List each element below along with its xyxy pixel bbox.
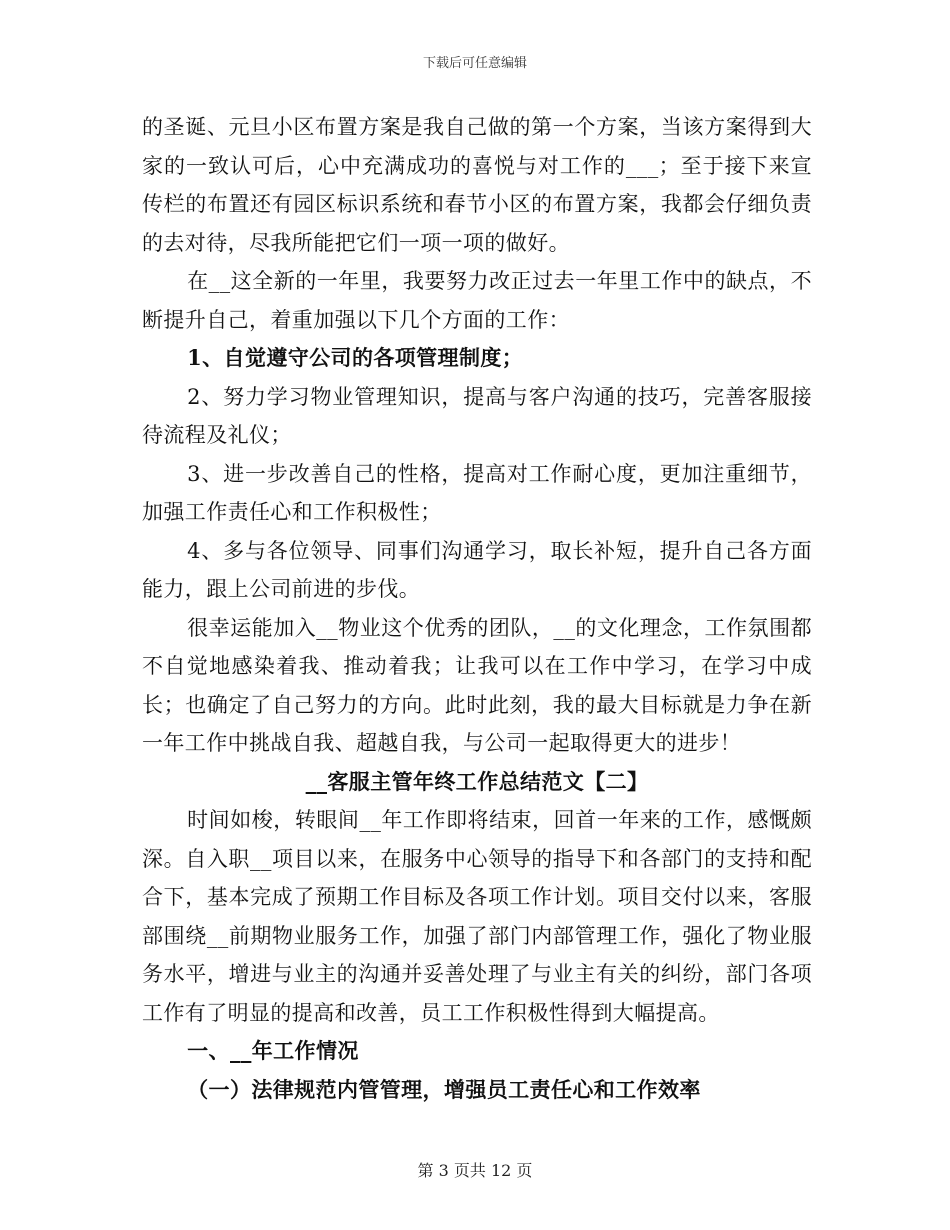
page-footer: 第 3 页共 12 页 <box>417 1161 533 1180</box>
list-item-4: 4、多与各位领导、同事们沟通学习，取长补短，提升自己各方面能力，跟上公司前进的步伐。 <box>142 538 812 601</box>
heading-level-1: 一、__年工作情况 <box>187 1038 359 1063</box>
list-item-2: 2、努力学习物业管理知识，提高与客户沟通的技巧，完善客服接待流程及礼仪； <box>142 384 812 447</box>
paragraph-intro: 时间如梭，转眼间__年工作即将结束，回首一年来的工作，感慨颇深。自入职__项目以来，在服务中心领导的指导下和各部门的支持和配合下，基本完成了预期工作目标及各项工作计划。项目交付以来，客服部围绕__前期物业服务工作，加强了部门内部管理工作，强化了物业服务水平，增进与业主的沟通并妥善处理了与业主有关的纠纷，部门各项工作有了明显的提高和改善，员工工作积极性得到大幅提高。 <box>142 808 812 1025</box>
page-header: 下载后可任意编辑 <box>422 56 527 71</box>
list-item-3: 3、进一步改善自己的性格，提高对工作耐心度，更加注重细节，加强工作责任心和工作积极性； <box>142 461 812 524</box>
heading-level-2: （一）法律规范内管管理，增强员工责任心和工作效率 <box>187 1076 701 1102</box>
section-title: __客服主管年终工作总结范文【二】 <box>305 768 649 794</box>
paragraph-continuation: 的圣诞、元旦小区布置方案是我自己做的第一个方案，当该方案得到大家的一致认可后，心中充满成功的喜悦与对工作的___；至于接下来宣传栏的布置还有园区标识系统和春节小区的布置方案，我都会仔细负责的去对待，尽我所能把它们一项一项的做好。 <box>142 115 812 255</box>
paragraph-new-year-plan: 在__这全新的一年里，我要努力改正过去一年里工作中的缺点，不断提升自己，着重加强以下几个方面的工作： <box>142 269 812 332</box>
document-body <box>142 108 812 1109</box>
list-item-1: 1、自觉遵守公司的各项管理制度； <box>187 345 524 370</box>
paragraph-conclusion: 很幸运能加入__物业这个优秀的团队，__的文化理念，工作氛围都不自觉地感染着我、推动着我；让我可以在工作中学习，在学习中成长；也确定了自己努力的方向。此时此刻，我的最大目标就是力争在新一年工作中挑战自我、超越自我，与公司一起取得更大的进步！ <box>142 615 812 755</box>
